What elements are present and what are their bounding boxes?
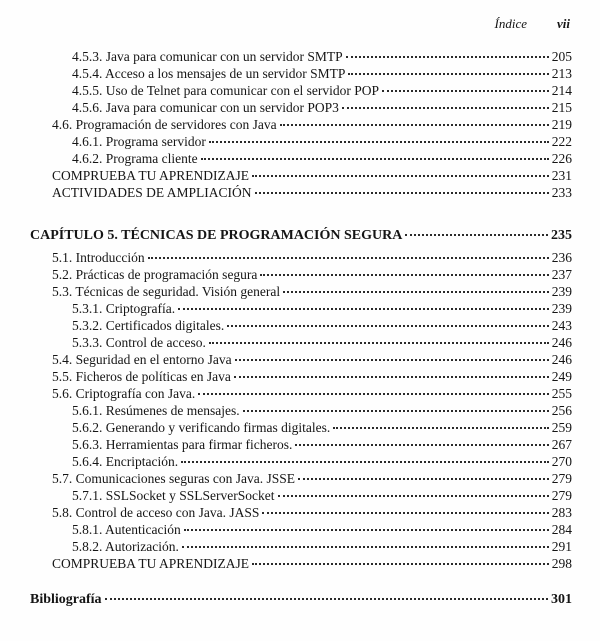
dotted-leader — [235, 359, 549, 361]
toc-entry — [30, 150, 572, 167]
toc-entry-label: 5.4. Seguridad en el entorno Java — [52, 352, 232, 367]
running-header-title: Índice — [494, 16, 527, 31]
dotted-leader — [348, 73, 548, 75]
toc-entry — [30, 436, 572, 453]
dotted-leader — [209, 342, 549, 344]
toc-entry-label: 5.7. Comunicaciones seguras con Java. JSSE — [52, 471, 295, 486]
toc-entry — [30, 521, 572, 538]
dotted-leader — [181, 461, 549, 463]
toc-entry — [30, 368, 572, 385]
toc-entry — [30, 82, 572, 99]
toc-entry-page: 233 — [551, 185, 572, 200]
toc-entry — [30, 184, 572, 201]
dotted-leader — [295, 444, 548, 446]
toc-entry-label: COMPRUEBA TU APRENDIZAJE — [52, 168, 250, 183]
toc-entry-label: 5.5. Ficheros de políticas en Java — [52, 369, 231, 384]
toc-entry — [30, 249, 572, 266]
toc-entry-page: 213 — [551, 66, 572, 81]
dotted-leader — [209, 141, 549, 143]
dotted-leader — [184, 529, 549, 531]
toc-entry — [30, 591, 572, 608]
dotted-leader — [178, 308, 549, 310]
dotted-leader — [260, 274, 548, 276]
toc-entry-label: ACTIVIDADES DE AMPLIACIÓN — [52, 185, 252, 200]
toc-entry — [30, 504, 572, 521]
toc-entry-page: 283 — [551, 505, 572, 520]
toc-entry — [30, 385, 572, 402]
dotted-leader — [252, 563, 549, 565]
toc-entry-page: 214 — [551, 83, 572, 98]
dotted-leader — [227, 325, 549, 327]
toc-entry-label: 4.6.1. Programa servidor — [72, 134, 206, 149]
toc-entry-label: 4.5.5. Uso de Telnet para comunicar con el servidor POP — [72, 83, 379, 98]
toc-entry-label: 5.7.1. SSLSocket y SSLServerSocket — [72, 488, 275, 503]
toc-entry-label: 5.8.2. Autorización. — [72, 539, 179, 554]
toc-entry-page: 243 — [551, 318, 572, 333]
dotted-leader — [255, 192, 549, 194]
dotted-leader — [234, 376, 549, 378]
toc-entry-page: 239 — [551, 284, 572, 299]
toc-entry — [30, 65, 572, 82]
toc-entry-label: 5.8. Control de acceso con Java. JASS — [52, 505, 260, 520]
toc-list — [30, 48, 572, 608]
toc-entry — [30, 266, 572, 283]
toc-entry-label: 4.5.6. Java para comunicar con un servidor POP3 — [72, 100, 339, 115]
toc-entry — [30, 116, 572, 133]
toc-entry — [30, 402, 572, 419]
toc-entry-label: 5.1. Introducción — [52, 250, 145, 265]
toc-entry — [30, 227, 572, 244]
toc-entry-label: 5.6.4. Encriptación. — [72, 454, 179, 469]
toc-entry-page: 236 — [551, 250, 572, 265]
toc-entry-page: 239 — [551, 301, 572, 316]
toc-entry-page: 301 — [551, 592, 572, 607]
toc-entry-label: 4.5.4. Acceso a los mensajes de un servidor SMTP — [72, 66, 346, 81]
toc-entry-label: Bibliografía — [30, 592, 102, 607]
toc-entry — [30, 48, 572, 65]
dotted-leader — [283, 291, 549, 293]
dotted-leader — [105, 598, 548, 600]
toc-entry — [30, 351, 572, 368]
toc-entry — [30, 167, 572, 184]
toc-entry-page: 255 — [551, 386, 572, 401]
toc-entry — [30, 419, 572, 436]
toc-entry-label: CAPÍTULO 5. TÉCNICAS DE PROGRAMACIÓN SEGURA — [30, 228, 403, 243]
dotted-leader — [198, 393, 549, 395]
dotted-leader — [182, 546, 549, 548]
toc-entry — [30, 487, 572, 504]
toc-entry-page: 259 — [551, 420, 572, 435]
dotted-leader — [262, 512, 548, 514]
dotted-leader — [346, 56, 549, 58]
toc-entry-page: 246 — [551, 352, 572, 367]
toc-entry-label: 5.3. Técnicas de seguridad. Visión general — [52, 284, 281, 299]
dotted-leader — [333, 427, 548, 429]
toc-entry-label: 5.8.1. Autenticación — [72, 522, 181, 537]
toc-entry-page: 284 — [551, 522, 572, 537]
toc-entry-label: 4.6. Programación de servidores con Java — [52, 117, 277, 132]
toc-entry-page: 246 — [551, 335, 572, 350]
dotted-leader — [243, 410, 549, 412]
toc-entry — [30, 538, 572, 555]
dotted-leader — [278, 495, 549, 497]
toc-entry-label: COMPRUEBA TU APRENDIZAJE — [52, 556, 250, 571]
dotted-leader — [342, 107, 549, 109]
toc-entry-page: 270 — [551, 454, 572, 469]
toc-entry-page: 231 — [551, 168, 572, 183]
toc-entry-page: 279 — [551, 471, 572, 486]
toc-entry-label: 5.2. Prácticas de programación segura — [52, 267, 258, 282]
toc-entry — [30, 453, 572, 470]
toc-entry-page: 279 — [551, 488, 572, 503]
toc-entry — [30, 99, 572, 116]
toc-entry — [30, 300, 572, 317]
toc-entry-label: 5.6.3. Herramientas para firmar ficheros. — [72, 437, 293, 452]
toc-entry-page: 298 — [551, 556, 572, 571]
dotted-leader — [201, 158, 549, 160]
toc-entry-label: 5.6.2. Generando y verificando firmas digitales. — [72, 420, 331, 435]
dotted-leader — [280, 124, 549, 126]
toc-entry — [30, 470, 572, 487]
toc-entry-page: 222 — [551, 134, 572, 149]
dotted-leader — [148, 257, 549, 259]
toc-entry-page: 235 — [551, 228, 572, 243]
dotted-leader — [382, 90, 549, 92]
toc-entry-label: 5.3.3. Control de acceso. — [72, 335, 206, 350]
toc-entry — [30, 317, 572, 334]
toc-entry-label: 5.3.1. Criptografía. — [72, 301, 176, 316]
toc-entry — [30, 283, 572, 300]
dotted-leader — [252, 175, 549, 177]
toc-entry-page: 215 — [551, 100, 572, 115]
toc-entry-label: 5.3.2. Certificados digitales. — [72, 318, 225, 333]
toc-entry-page: 267 — [551, 437, 572, 452]
toc-entry-label: 4.6.2. Programa cliente — [72, 151, 198, 166]
toc-entry-page: 291 — [551, 539, 572, 554]
dotted-leader — [405, 234, 548, 236]
toc-entry-page: 226 — [551, 151, 572, 166]
toc-entry-page: 249 — [551, 369, 572, 384]
toc-entry — [30, 334, 572, 351]
toc-entry-page: 219 — [551, 117, 572, 132]
toc-entry-label: 5.6. Criptografía con Java. — [52, 386, 196, 401]
toc-entry — [30, 133, 572, 150]
toc-entry-label: 4.5.3. Java para comunicar con un servidor SMTP — [72, 49, 343, 64]
dotted-leader — [298, 478, 549, 480]
toc-entry-page: 205 — [551, 49, 572, 64]
running-header — [495, 16, 570, 32]
toc-entry-label: 5.6.1. Resúmenes de mensajes. — [72, 403, 240, 418]
toc-entry — [30, 555, 572, 572]
page-number: vii — [557, 16, 570, 31]
toc-entry-page: 237 — [551, 267, 572, 282]
toc-entry-page: 256 — [551, 403, 572, 418]
